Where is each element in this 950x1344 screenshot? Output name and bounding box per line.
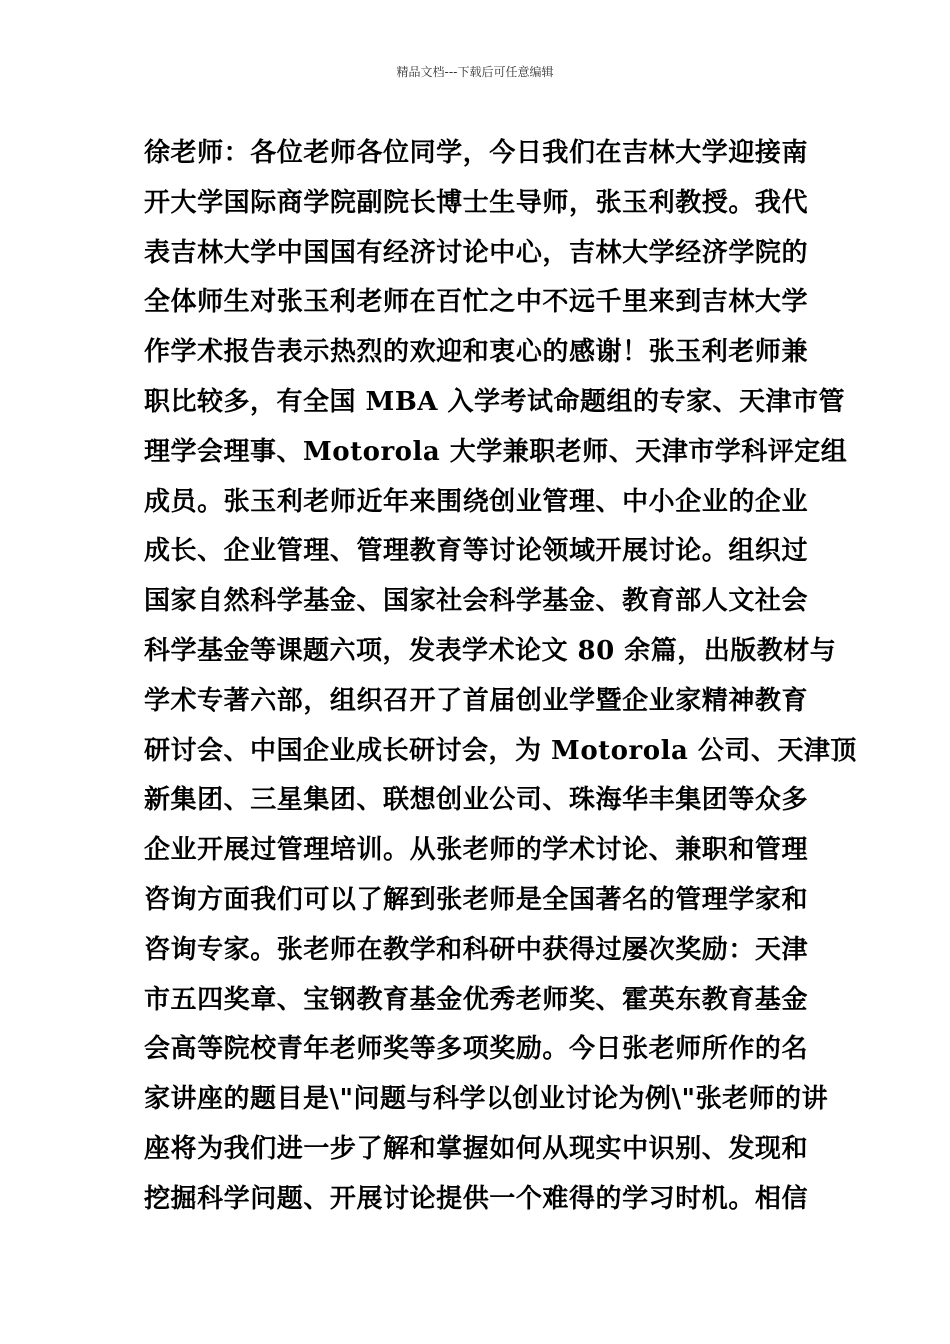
text-line: 国家自然科学基金、国家社会科学基金、教育部人文社会 [144,586,808,617]
text-line: 座将为我们进一步了解和掌握如何从现实中识别、发现和 [144,1133,808,1164]
body-text [144,129,857,1225]
text-line: 作学术报告表示热烈的欢迎和衷心的感谢！张玉利老师兼 [144,337,808,368]
text-line: 职比较多，有全国 MBA 入学考试命题组的专家、天津市管 [144,386,846,417]
text-line: 会高等院校青年老师奖等多项奖励。今日张老师所作的名 [144,1034,808,1065]
text-line: 咨询专家。张老师在教学和科研中获得过屡次奖励：天津 [144,934,808,965]
text-line: 表吉林大学中国国有经济讨论中心，吉林大学经济学院的 [144,237,808,268]
text-line: 徐老师：各位老师各位同学，今日我们在吉林大学迎接南 [144,138,808,168]
text-line: 科学基金等课题六项，发表学术论文 80 余篇，出版教材与 [144,635,837,666]
text-line: 研讨会、中国企业成长研讨会，为 Motorola 公司、天津顶 [144,735,857,766]
text-line: 成员。张玉利老师近年来围绕创业管理、中小企业的企业 [144,486,808,517]
text-line: 企业开展过管理培训。从张老师的学术讨论、兼职和管理 [144,835,808,866]
text-line: 学术专著六部，组织召开了首届创业学暨企业家精神教育 [144,685,808,716]
text-line: 全体师生对张玉利老师在百忙之中不远千里来到吉林大学 [144,287,808,318]
text-line: 新集团、三星集团、联想创业公司、珠海华丰集团等众多 [144,785,808,816]
text-line: 理学会理事、Motorola 大学兼职老师、天津市学科评定组 [144,436,848,467]
text-line: 市五四奖章、宝钢教育基金优秀老师奖、霍英东教育基金 [144,984,808,1015]
page-header: 精品文档---下载后可任意编辑 [396,65,554,79]
text-line: 成长、企业管理、管理教育等讨论领域开展讨论。组织过 [144,536,808,567]
text-line: 挖掘科学问题、开展讨论提供一个难得的学习时机。相信 [144,1183,808,1214]
text-line: 家讲座的题目是\"问题与科学以创业讨论为例\"张老师的讲 [144,1084,829,1115]
text-line: 咨询方面我们可以了解到张老师是全国著名的管理学家和 [144,884,808,915]
text-line: 开大学国际商学院副院长博士生导师，张玉利教授。我代 [144,187,808,218]
